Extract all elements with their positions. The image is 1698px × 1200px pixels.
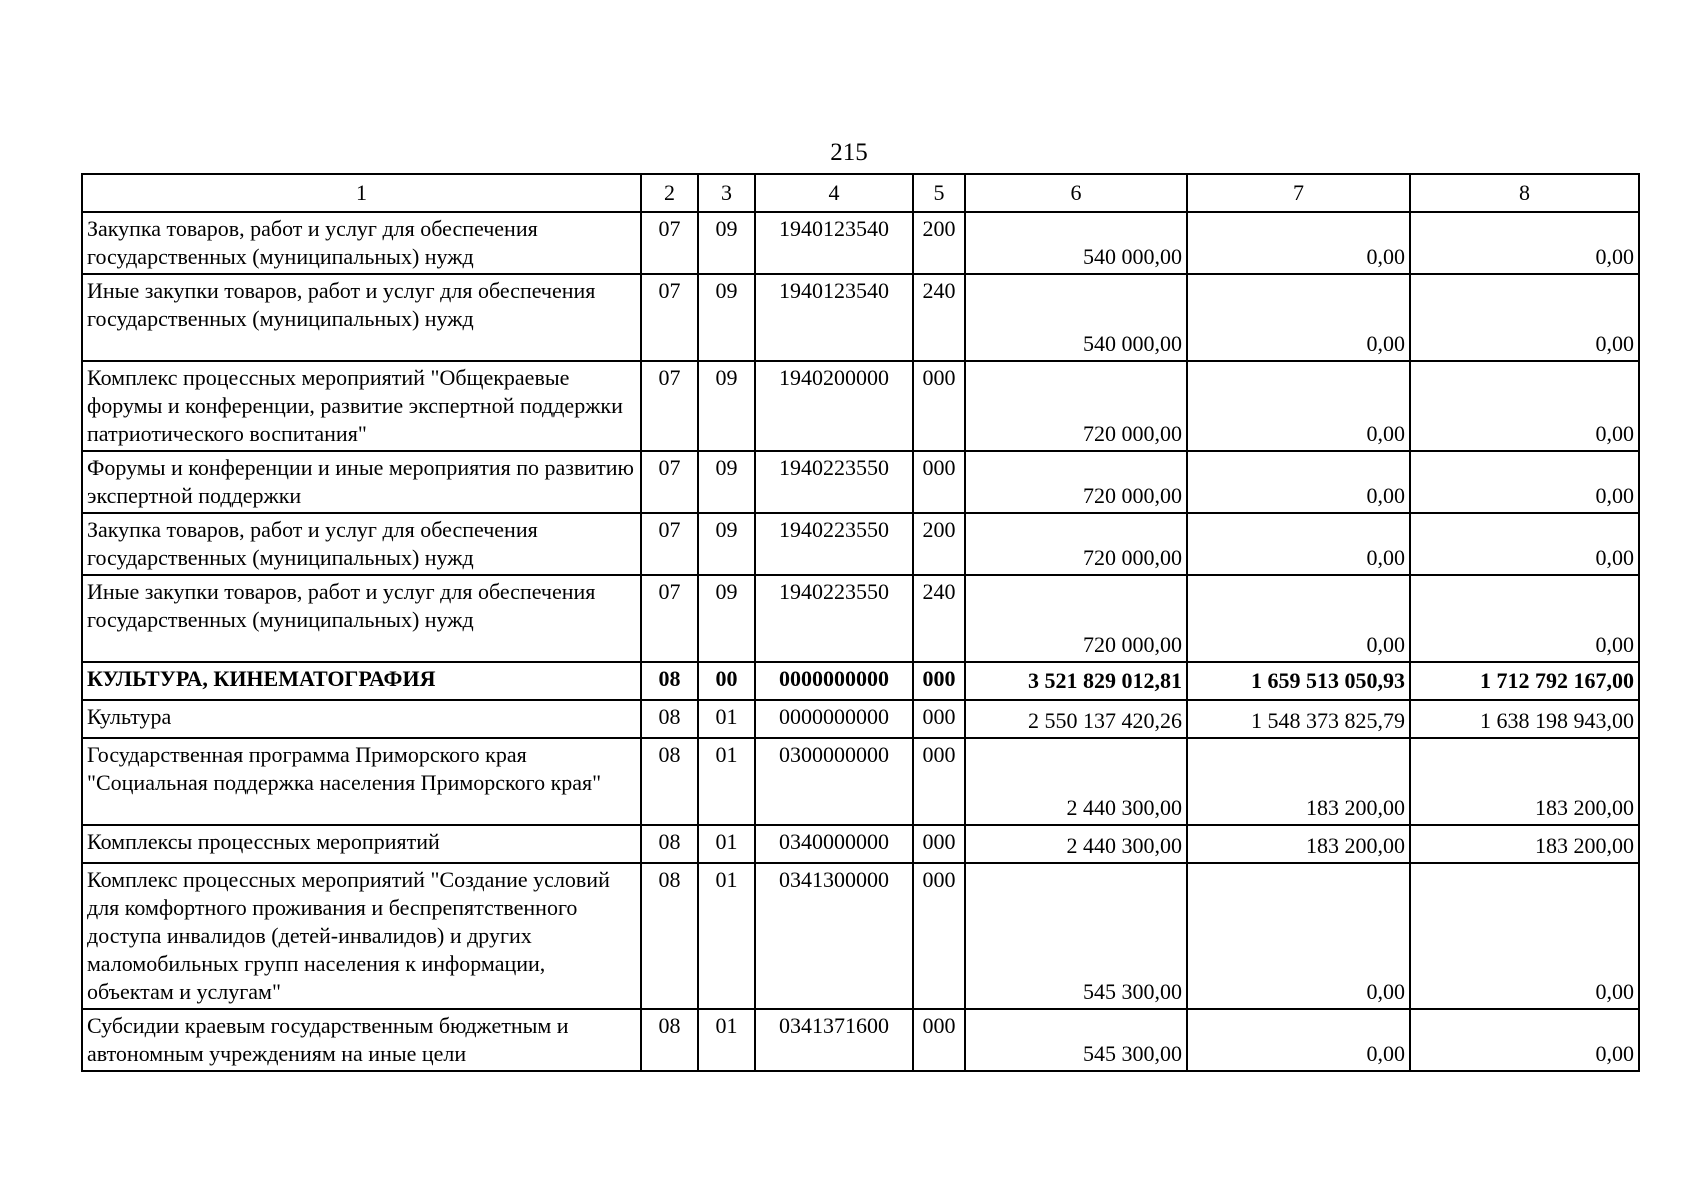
target-article-code: 0341300000	[755, 863, 913, 1009]
header-cell: 6	[965, 174, 1187, 212]
page-number: 215	[830, 139, 868, 166]
row-name: Иные закупки товаров, работ и услуг для обеспечения государственных (муниципальных) нужд	[82, 575, 641, 662]
amount-col8: 1 712 792 167,00	[1410, 662, 1639, 700]
header-cell: 2	[641, 174, 698, 212]
section-code: 08	[641, 825, 698, 863]
amount-col8: 0,00	[1410, 1009, 1639, 1071]
amount-col8: 183 200,00	[1410, 825, 1639, 863]
target-article-code: 0341371600	[755, 1009, 913, 1071]
header-cell: 7	[1187, 174, 1410, 212]
amount-col7: 0,00	[1187, 513, 1410, 575]
amount-col6: 720 000,00	[965, 575, 1187, 662]
section-code: 07	[641, 212, 698, 274]
expense-type-code: 240	[913, 274, 965, 361]
table-row	[82, 451, 1639, 513]
target-article-code: 1940123540	[755, 212, 913, 274]
subsection-code: 09	[698, 274, 755, 361]
row-name: Культура	[82, 700, 641, 738]
section-code: 08	[641, 738, 698, 825]
subsection-code: 09	[698, 513, 755, 575]
section-code: 07	[641, 575, 698, 662]
table-row	[82, 700, 1639, 738]
target-article-code: 0340000000	[755, 825, 913, 863]
section-code: 08	[641, 662, 698, 700]
expense-type-code: 000	[913, 700, 965, 738]
amount-col8: 1 638 198 943,00	[1410, 700, 1639, 738]
amount-col7: 0,00	[1187, 451, 1410, 513]
amount-col8: 183 200,00	[1410, 738, 1639, 825]
subsection-code: 09	[698, 361, 755, 451]
expense-type-code: 000	[913, 738, 965, 825]
table-row	[82, 513, 1639, 575]
target-article-code: 1940223550	[755, 575, 913, 662]
amount-col8: 0,00	[1410, 274, 1639, 361]
amount-col6: 2 440 300,00	[965, 738, 1187, 825]
expense-type-code: 240	[913, 575, 965, 662]
amount-col6: 540 000,00	[965, 212, 1187, 274]
subsection-code: 09	[698, 451, 755, 513]
amount-col7: 183 200,00	[1187, 738, 1410, 825]
target-article-code: 1940223550	[755, 513, 913, 575]
header-cell: 3	[698, 174, 755, 212]
section-code: 08	[641, 1009, 698, 1071]
amount-col8: 0,00	[1410, 451, 1639, 513]
amount-col6: 2 550 137 420,26	[965, 700, 1187, 738]
expense-type-code: 000	[913, 1009, 965, 1071]
header-cell: 4	[755, 174, 913, 212]
subsection-code: 01	[698, 738, 755, 825]
header-cell: 1	[82, 174, 641, 212]
row-name: Закупка товаров, работ и услуг для обеспечения государственных (муниципальных) нужд	[82, 513, 641, 575]
amount-col7: 1 548 373 825,79	[1187, 700, 1410, 738]
expense-type-code: 200	[913, 212, 965, 274]
amount-col6: 720 000,00	[965, 361, 1187, 451]
target-article-code: 1940223550	[755, 451, 913, 513]
subsection-code: 09	[698, 212, 755, 274]
table-row	[82, 863, 1639, 1009]
amount-col7: 0,00	[1187, 212, 1410, 274]
row-name: Субсидии краевым государственным бюджетным и автономным учреждениям на иные цели	[82, 1009, 641, 1071]
subsection-code: 01	[698, 863, 755, 1009]
amount-col6: 720 000,00	[965, 451, 1187, 513]
row-name: Государственная программа Приморского края "Социальная поддержка населения Приморского края"	[82, 738, 641, 825]
header-cell: 8	[1410, 174, 1639, 212]
header-cell: 5	[913, 174, 965, 212]
expense-type-code: 000	[913, 863, 965, 1009]
target-article-code: 1940123540	[755, 274, 913, 361]
row-name: Форумы и конференции и иные мероприятия по развитию экспертной поддержки	[82, 451, 641, 513]
table-row	[82, 212, 1639, 274]
section-code: 07	[641, 274, 698, 361]
section-code: 08	[641, 700, 698, 738]
amount-col8: 0,00	[1410, 212, 1639, 274]
amount-col7: 183 200,00	[1187, 825, 1410, 863]
expense-type-code: 000	[913, 361, 965, 451]
table-row	[82, 361, 1639, 451]
amount-col7: 0,00	[1187, 361, 1410, 451]
budget-table	[81, 173, 1640, 1072]
table-row	[82, 274, 1639, 361]
amount-col6: 545 300,00	[965, 1009, 1187, 1071]
amount-col8: 0,00	[1410, 361, 1639, 451]
subsection-code: 09	[698, 575, 755, 662]
amount-col7: 0,00	[1187, 274, 1410, 361]
table-row	[82, 825, 1639, 863]
amount-col8: 0,00	[1410, 863, 1639, 1009]
amount-col8: 0,00	[1410, 513, 1639, 575]
amount-col6: 545 300,00	[965, 863, 1187, 1009]
section-code: 08	[641, 863, 698, 1009]
target-article-code: 1940200000	[755, 361, 913, 451]
expense-type-code: 000	[913, 662, 965, 700]
amount-col6: 2 440 300,00	[965, 825, 1187, 863]
row-name: КУЛЬТУРА, КИНЕМАТОГРАФИЯ	[82, 662, 641, 700]
target-article-code: 0300000000	[755, 738, 913, 825]
expense-type-code: 000	[913, 825, 965, 863]
section-code: 07	[641, 513, 698, 575]
expense-type-code: 200	[913, 513, 965, 575]
expense-type-code: 000	[913, 451, 965, 513]
subsection-code: 01	[698, 1009, 755, 1071]
row-name: Комплексы процессных мероприятий	[82, 825, 641, 863]
amount-col6: 3 521 829 012,81	[965, 662, 1187, 700]
amount-col6: 540 000,00	[965, 274, 1187, 361]
row-name: Закупка товаров, работ и услуг для обеспечения государственных (муниципальных) нужд	[82, 212, 641, 274]
target-article-code: 0000000000	[755, 662, 913, 700]
subsection-code: 01	[698, 700, 755, 738]
table-row	[82, 738, 1639, 825]
section-code: 07	[641, 451, 698, 513]
table-row	[82, 575, 1639, 662]
subsection-code: 01	[698, 825, 755, 863]
amount-col7: 1 659 513 050,93	[1187, 662, 1410, 700]
amount-col7: 0,00	[1187, 863, 1410, 1009]
row-name: Комплекс процессных мероприятий "Общекраевые форумы и конференции, развитие экспертной поддержки патриотического воспитания"	[82, 361, 641, 451]
amount-col7: 0,00	[1187, 1009, 1410, 1071]
amount-col6: 720 000,00	[965, 513, 1187, 575]
section-code: 07	[641, 361, 698, 451]
table-header-row	[82, 174, 1639, 212]
target-article-code: 0000000000	[755, 700, 913, 738]
subsection-code: 00	[698, 662, 755, 700]
table-row	[82, 1009, 1639, 1071]
table-row	[82, 662, 1639, 700]
row-name: Комплекс процессных мероприятий "Создание условий для комфортного проживания и беспрепятственного доступа инвалидов (детей-инвалидов) и других маломобильных групп населения к информации, объектам и услугам"	[82, 863, 641, 1009]
amount-col7: 0,00	[1187, 575, 1410, 662]
amount-col8: 0,00	[1410, 575, 1639, 662]
row-name: Иные закупки товаров, работ и услуг для обеспечения государственных (муниципальных) нужд	[82, 274, 641, 361]
